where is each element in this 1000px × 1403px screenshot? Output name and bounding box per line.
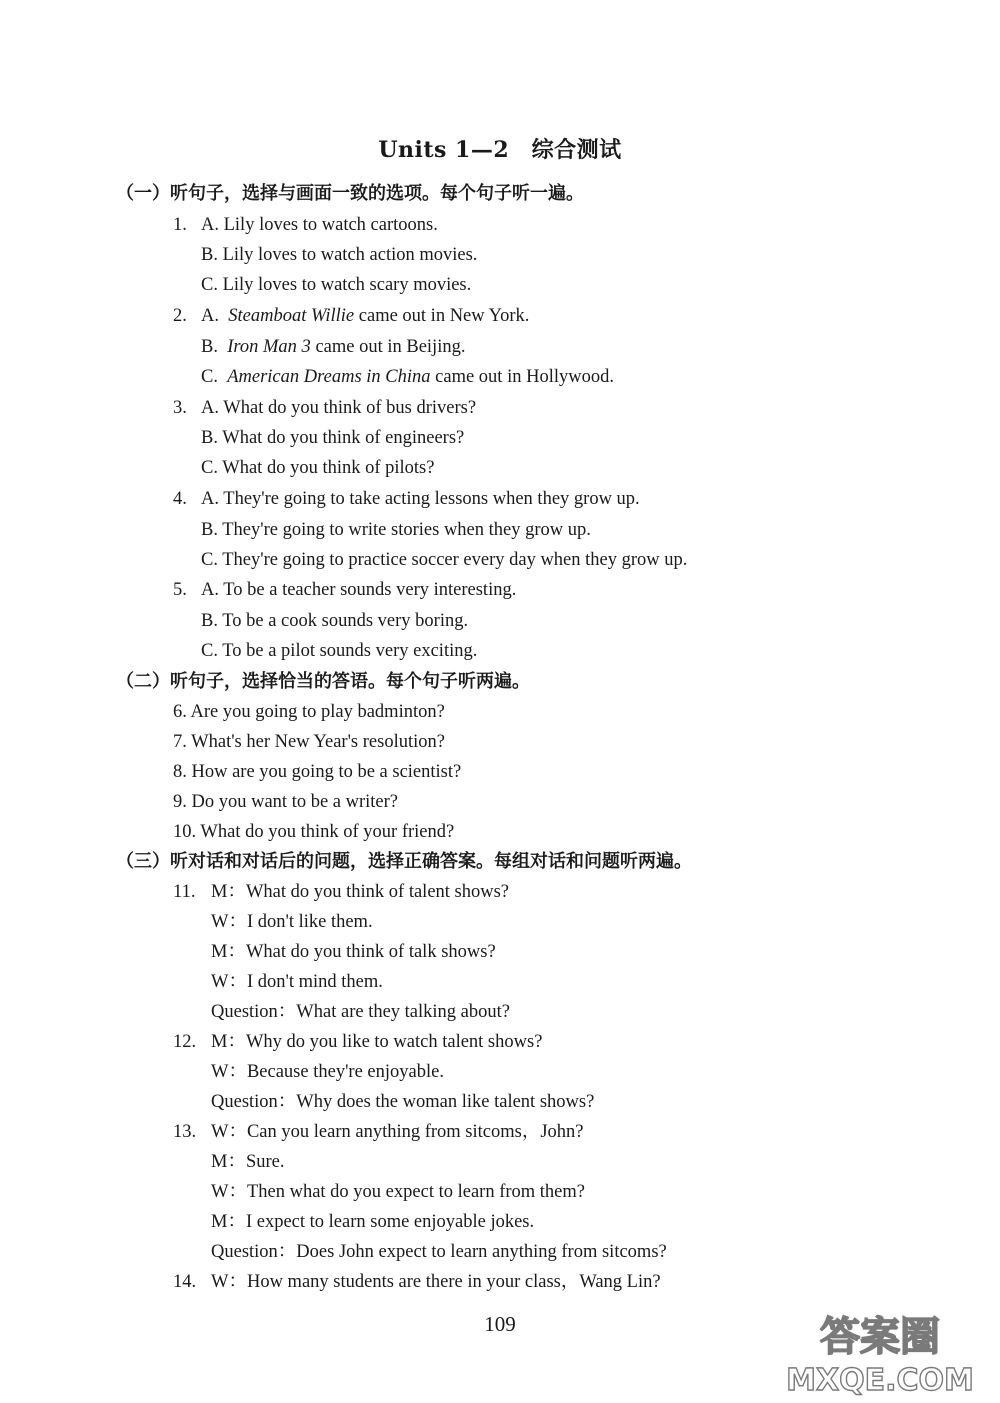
question-line: Question：Why does the woman like talent shows? — [211, 1092, 595, 1112]
option-letter: B. — [201, 337, 218, 357]
question-number: 3. — [173, 398, 187, 418]
question-number: 5. — [173, 580, 187, 600]
option-a: A. They're going to take acting lessons when they grow up. — [201, 489, 640, 509]
question-9: 9. Do you want to be a writer? — [173, 792, 399, 812]
dialogue-line: W：How many students are there in your class，Wang Lin? — [211, 1272, 661, 1292]
option-c — [201, 365, 614, 389]
question-10: 10. What do you think of your friend? — [173, 822, 455, 842]
option-letter: A. — [201, 306, 219, 326]
dialogue-line: W：Because they're enjoyable. — [211, 1062, 444, 1082]
question-4 — [173, 487, 640, 511]
option-a: A. To be a teacher sounds very interesting. — [201, 580, 517, 600]
dialogue-line: W：Can you learn anything from sitcoms，John? — [211, 1122, 584, 1142]
option-b: B. What do you think of engineers? — [201, 428, 465, 448]
section-heading-3: （三）听对话和对话后的问题，选择正确答案。每组对话和问题听两遍。 — [116, 851, 692, 872]
svg-text:答案圈: 答案圈 — [820, 1314, 940, 1360]
movie-title: Steamboat Willie — [228, 306, 355, 326]
question-3 — [173, 396, 476, 420]
watermark-logo — [770, 1308, 992, 1396]
movie-title: Iron Man 3 — [227, 337, 311, 357]
question-2 — [173, 304, 529, 328]
question-line: Question：Does John expect to learn anything from sitcoms? — [211, 1242, 667, 1262]
option-c: C. They're going to practice soccer every day when they grow up. — [201, 550, 688, 570]
question-number: 1. — [173, 215, 187, 235]
option-c: C. To be a pilot sounds very exciting. — [201, 641, 478, 661]
question-number: 11. — [173, 882, 196, 902]
option-letter: C. — [201, 367, 218, 387]
option-text: came out in New York. — [354, 306, 530, 326]
option-a: A. What do you think of bus drivers? — [201, 398, 477, 418]
question-12 — [173, 1030, 542, 1054]
page-number: 109 — [484, 1312, 516, 1336]
dialogue-line: M：I expect to learn some enjoyable jokes. — [211, 1212, 535, 1232]
dialogue-line: M：What do you think of talk shows? — [211, 942, 496, 962]
question-line: Question：What are they talking about? — [211, 1002, 510, 1022]
dialogue-line: W：I don't mind them. — [211, 972, 383, 992]
question-1 — [173, 213, 438, 237]
dialogue-line: M：Why do you like to watch talent shows? — [211, 1032, 543, 1052]
question-5 — [173, 578, 516, 602]
option-b: B. Lily loves to watch action movies. — [201, 245, 478, 265]
section-heading-2: （二）听句子，选择恰当的答语。每个句子听两遍。 — [116, 671, 530, 692]
option-a: A. Lily loves to watch cartoons. — [201, 215, 438, 235]
option-b: B. To be a cook sounds very boring. — [201, 611, 469, 631]
section-heading-1: （一）听句子，选择与画面一致的选项。每个句子听一遍。 — [116, 183, 584, 204]
question-number: 2. — [173, 306, 187, 326]
svg-text:MXQE.COM: MXQE.COM — [786, 1363, 974, 1396]
option-b — [201, 335, 465, 359]
option-c: C. What do you think of pilots? — [201, 458, 435, 478]
question-8: 8. How are you going to be a scientist? — [173, 762, 462, 782]
question-7: 7. What's her New Year's resolution? — [173, 732, 445, 752]
page-title: Units 1—2 综合测试 — [378, 137, 622, 163]
question-number: 13. — [173, 1122, 197, 1142]
movie-title: American Dreams in China — [227, 367, 431, 387]
question-number: 4. — [173, 489, 187, 509]
question-11 — [173, 880, 509, 904]
question-number: 12. — [173, 1032, 197, 1052]
option-b: B. They're going to write stories when they grow up. — [201, 520, 591, 540]
question-6: 6. Are you going to play badminton? — [173, 702, 445, 722]
option-c: C. Lily loves to watch scary movies. — [201, 275, 472, 295]
question-number: 14. — [173, 1272, 197, 1292]
dialogue-line: M：Sure. — [211, 1152, 285, 1172]
dialogue-line: M：What do you think of talent shows? — [211, 882, 510, 902]
question-14 — [173, 1270, 661, 1294]
option-text: came out in Hollywood. — [430, 367, 614, 387]
dialogue-line: W：I don't like them. — [211, 912, 373, 932]
question-13 — [173, 1120, 584, 1144]
dialogue-line: W：Then what do you expect to learn from them? — [211, 1182, 585, 1202]
option-text: came out in Beijing. — [310, 337, 466, 357]
